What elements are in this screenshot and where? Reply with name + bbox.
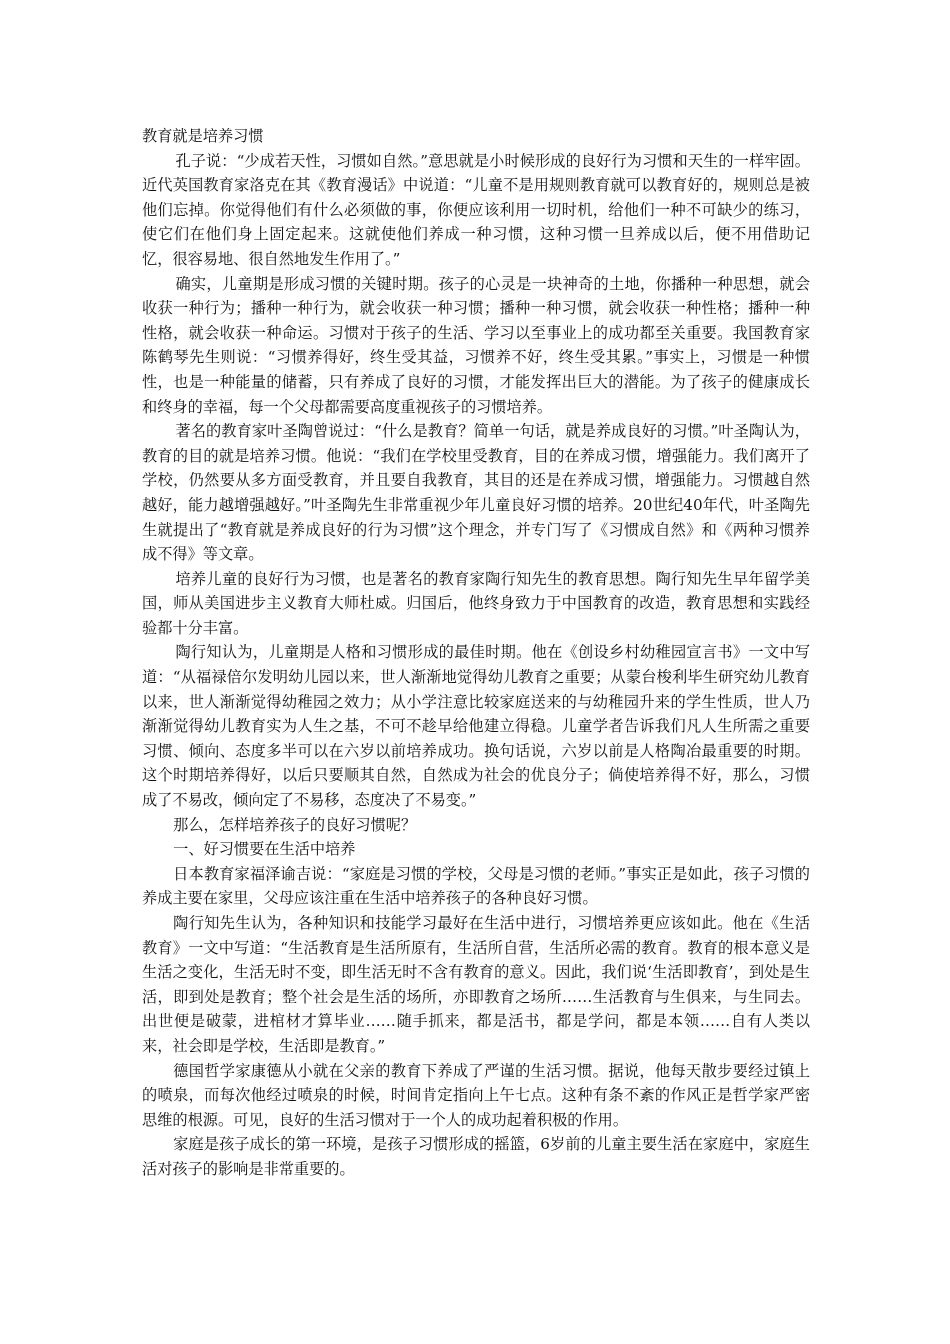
document-body xyxy=(142,124,810,1182)
paragraph-tao-xingzhi-intro: 培养儿童的良好行为习惯，也是著名的教育家陶行知先生的教育思想。陶行知先生早年留学美国，师从美国进步主义教育大师杜威。归国后，他终身致力于中国教育的改造，教育思想和实践经验都十分丰富。 xyxy=(142,569,810,637)
paragraph-ye-shengtao: 著名的教育家叶圣陶曾说过：“什么是教育？简单一句话，就是养成良好的习惯。”叶圣陶认为，教育的目的就是培养习惯。他说：“我们在学校里受教育，目的在养成习惯，增强能力。我们离开了学校，仍然要从多方面受教育，并且要自我教育，其目的还是在养成习惯，增强能力。习惯越自然越好，能力越增强越好。”叶圣陶先生非常重视少年儿童良好习惯的培养。20世纪40年代，叶圣陶先生就提出了“教育就是养成良好的行为习惯”这个理念，并专门写了《习惯成自然》和《两种习惯养成不得》等文章。 xyxy=(142,422,810,564)
paragraph-fukuzawa: 日本教育家福泽谕吉说：“家庭是习惯的学校，父母是习惯的老师。”事实正是如此，孩子习惯的养成主要在家里，父母应该注重在生活中培养孩子的各种良好习惯。 xyxy=(142,864,810,908)
paragraph-family-environment: 家庭是孩子成长的第一环境，是孩子习惯形成的摇篮，6岁前的儿童主要生活在家庭中，家庭生活对孩子的影响是非常重要的。 xyxy=(142,1135,810,1178)
paragraph-confucius: 孔子说：“少成若天性，习惯如自然。”意思就是小时候形成的良好行为习惯和天生的一样牢固。近代英国教育家洛克在其《教育漫话》中说道：“儿童不是用规则教育就可以教育好的，规则总是被他们忘掉。你觉得他们有什么必须做的事，你便应该利用一切时机，给他们一种不可缺少的练习，使它们在他们身上固定起来。这就使他们养成一种习惯，这种习惯一旦养成以后，便不用借助记忆，很容易地、很自然地发生作用了。” xyxy=(142,151,810,268)
paragraph-kant: 德国哲学家康德从小就在父亲的教育下养成了严谨的生活习惯。据说，他每天散步要经过镇上的喷泉，而每次他经过喷泉的时候，时间肯定指向上午七点。这种有条不紊的作风正是哲学家严密思维的根源。可见，良好的生活习惯对于一个人的成功起着积极的作用。 xyxy=(142,1061,810,1129)
section-heading-life-habits: 一、好习惯要在生活中培养 xyxy=(173,840,356,859)
paragraph-life-education: 陶行知先生认为，各种知识和技能学习最好在生活中进行，习惯培养更应该如此。他在《生活教育》一文中写道：“生活教育是生活所原有，生活所自营，生活所必需的教育。教育的根本意义是生活之变化，生活无时不变，即生活无时不含有教育的意义。因此，我们说‘生活即教育’，到处是生活，即到处是教育；整个社会是生活的场所，亦即教育之场所……生活教育与生俱来，与生同去。出世便是破蒙，进棺材才算毕业……随手抓来，都是活书，都是学问，都是本领……自有人类以来，社会即是学校，生活即是教育。” xyxy=(142,914,810,1055)
paragraph-tao-xingzhi-kindergarten: 陶行知认为，儿童期是人格和习惯形成的最佳时期。他在《创设乡村幼稚园宣言书》一文中写道：“从福禄倍尔发明幼儿园以来，世人渐渐地觉得幼儿教育之重要；从蒙台梭利毕生研究幼儿教育以来，世人渐渐觉得幼稚园之效力；从小学注意比较家庭送来的与幼稚园升来的学生性质，世人乃渐渐觉得幼儿教育实为人生之基，不可不趁早给他建立得稳。儿童学者告诉我们凡人生所需之重要习惯、倾向、态度多半可以在六岁以前培养成功。换句话说，六岁以前是人格陶冶最重要的时期。这个时期培养得好，以后只要顺其自然，自然成为社会的优良分子；倘使培养得不好，那么，习惯成了不易改，倾向定了不易移，态度决了不易变。” xyxy=(142,643,810,810)
paragraph-childhood-habits: 确实，儿童期是形成习惯的关键时期。孩子的心灵是一块神奇的土地，你播种一种思想，就会收获一种行为；播种一种行为，就会收获一种习惯；播种一种习惯，就会收获一种性格；播种一种性格，就会收获一种命运。习惯对于孩子的生活、学习以至事业上的成功都至关重要。我国教育家陈鹤琴先生则说：“习惯养得好，终生受其益，习惯养不好，终生受其累。”事实上，习惯是一种惯性，也是一种能量的储蓄，只有养成了良好的习惯，才能发挥出巨大的潜能。为了孩子的健康成长和终身的幸福，每一个父母都需要高度重视孩子的习惯培养。 xyxy=(142,274,810,416)
document-title: 教育就是培养习惯 xyxy=(142,127,264,145)
paragraph-question: 那么，怎样培养孩子的良好习惯呢？ xyxy=(173,815,417,834)
